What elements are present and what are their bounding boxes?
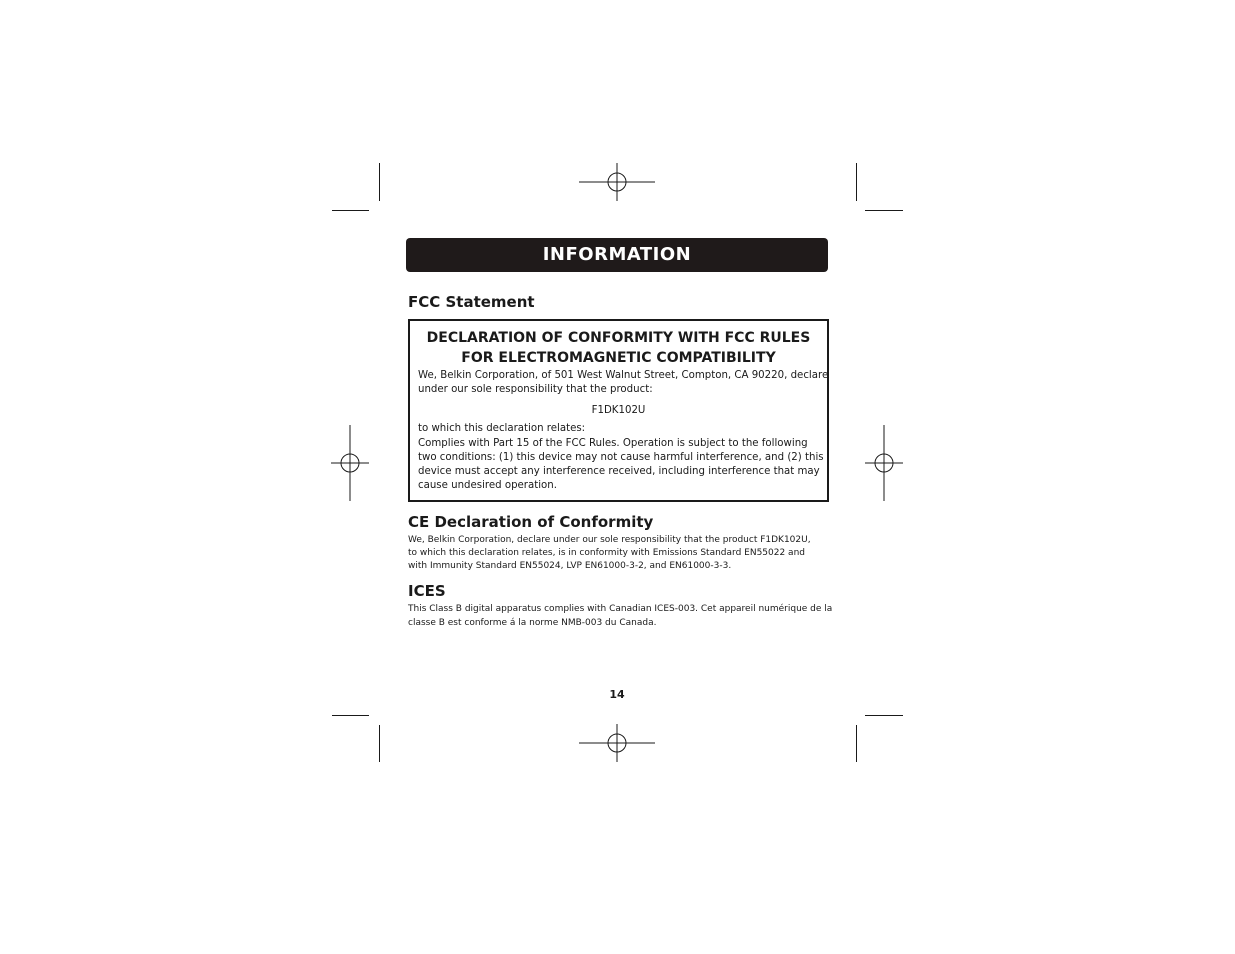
page-number: 14 — [609, 688, 625, 701]
fcc-complies-line-4: cause undesired operation. — [418, 480, 557, 491]
ce-section-title: CE Declaration of Conformity — [408, 513, 654, 531]
fcc-declaration-heading — [410, 328, 827, 368]
registration-mark-right-icon — [865, 425, 903, 501]
fcc-complies-line-3: device must accept any interference received, including interference that may — [418, 466, 820, 477]
crop-mark-bottom-left-h — [332, 715, 369, 716]
fcc-section-title: FCC Statement — [408, 293, 535, 311]
fcc-product-model: F1DK102U — [591, 405, 646, 416]
fcc-heading-line-1: DECLARATION OF CONFORMITY WITH FCC RULES — [426, 330, 811, 346]
crop-mark-top-right-v — [856, 163, 857, 201]
registration-mark-bottom-icon — [579, 724, 655, 762]
fcc-heading-line-2: FOR ELECTROMAGNETIC COMPATIBILITY — [461, 350, 776, 366]
registration-mark-left-icon — [331, 425, 369, 501]
fcc-complies-line-1: Complies with Part 15 of the FCC Rules. Operation is subject to the following — [418, 438, 808, 449]
ce-text-line-2: to which this declaration relates, is in conformity with Emissions Standard EN55022 and — [408, 548, 805, 558]
section-banner: INFORMATION — [406, 238, 828, 272]
fcc-intro-line-1: We, Belkin Corporation, of 501 West Walnut Street, Compton, CA 90220, declare — [418, 370, 829, 381]
ices-section-title: ICES — [408, 582, 446, 600]
ce-text-line-3: with Immunity Standard EN55024, LVP EN61000-3-2, and EN61000-3-3. — [408, 561, 732, 571]
crop-mark-top-right-h — [865, 210, 903, 211]
ce-text-line-1: We, Belkin Corporation, declare under our sole responsibility that the product F1DK102U, — [408, 535, 811, 545]
crop-mark-top-left-v — [379, 163, 380, 201]
crop-mark-bottom-right-h — [865, 715, 903, 716]
ices-text-line-1: This Class B digital apparatus complies with Canadian ICES-003. Cet appareil numérique de la — [408, 604, 833, 614]
crop-mark-bottom-right-v — [856, 725, 857, 762]
fcc-complies-line-2: two conditions: (1) this device may not cause harmful interference, and (2) this — [418, 452, 824, 463]
crop-mark-top-left-h — [332, 210, 369, 211]
fcc-intro-line-2: under our sole responsibility that the product: — [418, 384, 653, 395]
fcc-relates-text: to which this declaration relates: — [418, 423, 586, 434]
crop-mark-bottom-left-v — [379, 725, 380, 762]
ices-text-line-2: classe B est conforme á la norme NMB-003 du Canada. — [408, 618, 657, 628]
registration-mark-top-icon — [579, 163, 655, 201]
fcc-declaration-box — [408, 319, 829, 502]
